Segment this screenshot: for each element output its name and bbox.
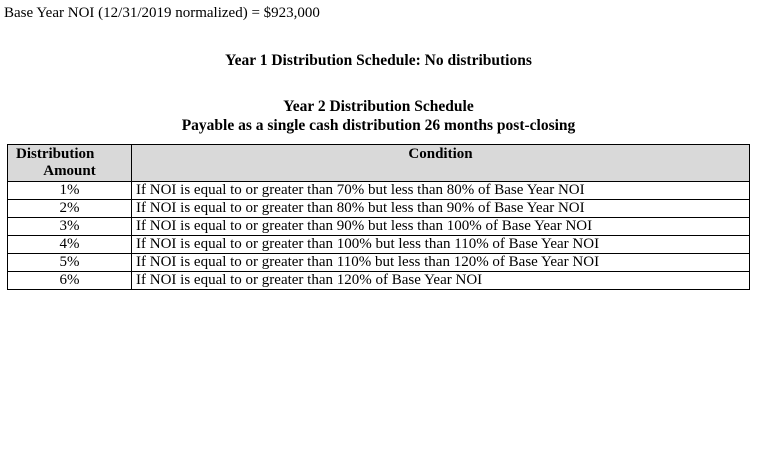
distribution-amount-cell: 5% (8, 254, 132, 272)
distribution-amount-cell: 1% (8, 182, 132, 200)
year2-payment-terms: Payable as a single cash distribution 26 months post-closing (181, 117, 576, 134)
condition-cell: If NOI is equal to or greater than 80% but less than 90% of Base Year NOI (132, 200, 750, 218)
condition-cell: If NOI is equal to or greater than 70% but less than 80% of Base Year NOI (132, 182, 750, 200)
base-year-noi-text: Base Year NOI (12/31/2019 normalized) = $923,000 (4, 5, 320, 21)
table-header-row (8, 145, 750, 182)
table-row (8, 236, 750, 254)
condition-cell: If NOI is equal to or greater than 120% of Base Year NOI (132, 272, 750, 290)
year2-schedule-heading: Year 2 Distribution Schedule (283, 98, 474, 115)
condition-cell: If NOI is equal to or greater than 100% but less than 110% of Base Year NOI (132, 236, 750, 254)
table-row (8, 200, 750, 218)
header-distribution-amount (8, 145, 132, 182)
distribution-amount-cell: 2% (8, 200, 132, 218)
table-row (8, 254, 750, 272)
header-amount-line2: Amount (43, 163, 96, 179)
table-row (8, 272, 750, 290)
table-row (8, 218, 750, 236)
header-condition: Condition (132, 145, 750, 182)
condition-cell: If NOI is equal to or greater than 110% but less than 120% of Base Year NOI (132, 254, 750, 272)
header-amount-line1: Distribution (16, 146, 95, 162)
condition-cell: If NOI is equal to or greater than 90% but less than 100% of Base Year NOI (132, 218, 750, 236)
distribution-amount-cell: 3% (8, 218, 132, 236)
distribution-amount-cell: 4% (8, 236, 132, 254)
year1-schedule-heading: Year 1 Distribution Schedule: No distributions (225, 52, 532, 69)
table-row (8, 182, 750, 200)
distribution-amount-cell: 6% (8, 272, 132, 290)
distribution-schedule-table (7, 144, 750, 290)
